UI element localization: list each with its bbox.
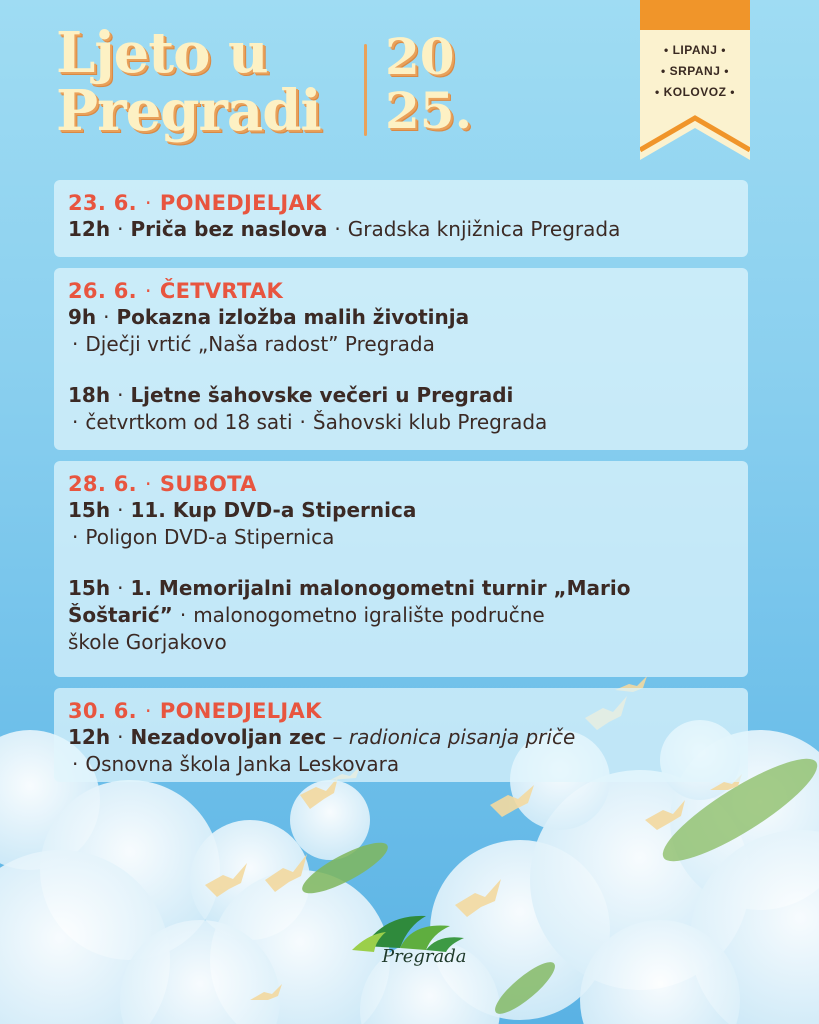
day-card [54,688,748,782]
day-weekday: ČETVRTAK [159,279,284,303]
day-card [54,461,748,677]
day-date: 30. 6. [68,699,137,723]
event-title: Ljetne šahovske večeri u Pregradi [130,383,514,407]
event-title-cont: Šoštarić” [68,603,173,627]
event-title: Nezadovoljan zec [130,725,327,749]
event-title: Pokazna izložba malih životinja [116,305,470,329]
logo-text: Pregrada [382,946,467,967]
page-title [56,20,361,144]
event: 12h · Priča bez naslova · Gradska knjižnica Pregrada [68,217,621,241]
title-line-1: Ljeto u [56,20,268,86]
day-card [54,268,748,450]
event-time: 9h [68,305,97,329]
day-date: 28. 6. [68,472,137,496]
year-line-1: 20 [385,27,455,86]
event-place: Šahovski klub Pregrada [312,410,548,434]
event-place: Gradska knjižnica Pregrada [347,217,621,241]
ribbon-month-1: • LIPANJ • [640,40,750,61]
year-line-2: 25. [385,81,472,140]
day-weekday: PONEDJELJAK [159,699,322,723]
months-ribbon [640,0,750,162]
day-header: 30. 6. · PONEDJELJAK [68,699,322,723]
event-place: Dječji vrtić „Naša radost” Pregrada [85,332,435,356]
day-header: 23. 6. · PONEDJELJAK [68,191,322,215]
year [385,27,472,140]
event: 15h · 1. Memorijalni malonogometni turnir „Mario Šoštarić” · malonogometno igralište područne škole Gorjakovo [68,576,631,654]
event: 18h · Ljetne šahovske večeri u Pregradi · četvrtkom od 18 sati · Šahovski klub Pregrada [68,383,548,434]
event-place: Osnovna škola Janka Leskovara [85,752,400,776]
day-weekday: SUBOTA [159,472,257,496]
day-date: 26. 6. [68,279,137,303]
event-subtitle: – radionica pisanja priče [332,725,576,749]
event-title: 1. Memorijalni malonogometni turnir „Mario [130,576,631,600]
event: 15h · 11. Kup DVD-a Stipernica · Poligon DVD-a Stipernica [68,498,417,549]
day-date: 23. 6. [68,191,137,215]
event-title: Priča bez naslova [130,217,328,241]
event-time: 15h [68,576,111,600]
ribbon-month-3: • KOLOVOZ • [640,82,750,103]
day-header: 26. 6. · ČETVRTAK [68,279,284,303]
event-place: Poligon DVD-a Stipernica [85,525,335,549]
day-card [54,180,748,257]
title-divider [364,44,367,136]
title-line-2: Pregradi [56,78,321,144]
pregrada-logo-icon [346,908,476,978]
event-time: 12h [68,217,111,241]
event-time: 18h [68,383,111,407]
event-title: 11. Kup DVD-a Stipernica [130,498,417,522]
event-place-cont: škole Gorjakovo [68,630,227,654]
event: 12h · Nezadovoljan zec – radionica pisanja priče · Osnovna škola Janka Leskovara [68,725,576,776]
event-time: 15h [68,498,111,522]
event: 9h · Pokazna izložba malih životinja · Dječji vrtić „Naša radost” Pregrada [68,305,470,356]
event-place: malonogometno igralište područne [193,603,545,627]
event-note: četvrtkom od 18 sati [85,410,293,434]
day-weekday: PONEDJELJAK [159,191,322,215]
ribbon-month-2: • SRPANJ • [640,61,750,82]
event-time: 12h [68,725,111,749]
day-header: 28. 6. · SUBOTA [68,472,257,496]
